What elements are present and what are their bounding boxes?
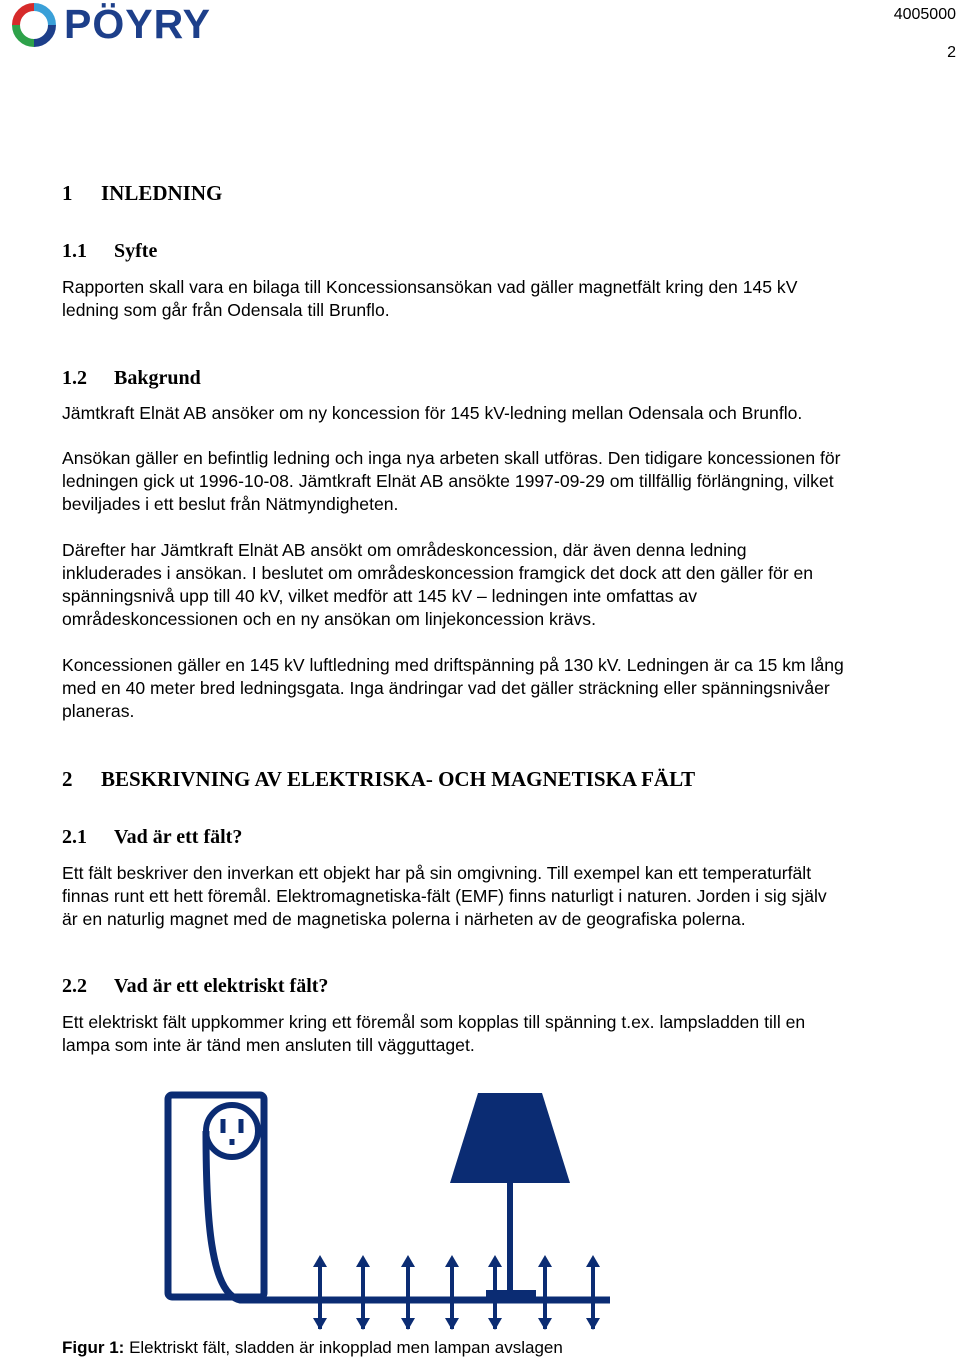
text-line: lampa som inte är tänd men ansluten till vägguttaget. [62, 1035, 475, 1055]
text-line: är en naturlig magnet med de magnetiska polerna i närheten av de geografiska polerna. [62, 909, 746, 929]
paragraph-bakgrund-3 [62, 539, 960, 631]
heading-bakgrund [62, 367, 201, 390]
text-line: spänningsnivå upp till 40 kV, vilket medför att 145 kV – ledningen inte omfattas av [62, 586, 698, 606]
section-title: Syfte [114, 240, 158, 262]
paragraph-elfalt [62, 1011, 960, 1057]
section-number: 2.2 [62, 975, 87, 997]
text-line: Ett elektriskt fält uppkommer kring ett föremål som kopplas till spänning t.ex. lampsladden till en [62, 1012, 806, 1032]
text-line: Ansökan gäller en befintlig ledning och inga nya arbeten skall utföras. Den tidigare koncessionen för [62, 448, 841, 468]
heading-syfte [62, 240, 157, 263]
caption-label: Figur 1: [62, 1338, 125, 1357]
text-line: med en 40 meter bred ledningsgata. Inga ändringar vad det gäller sträckning eller spänningsnivåer [62, 678, 830, 698]
heading-elektriskt-falt [62, 975, 328, 998]
caption-text: Elektriskt fält, sladden är inkopplad men lampan avslagen [124, 1338, 563, 1357]
page-number: 2 [947, 44, 956, 61]
document-number: 4005000 [893, 6, 956, 23]
paragraph-bakgrund-2 [62, 447, 960, 516]
section-title: Vad är ett fält? [114, 826, 243, 848]
section-title: Vad är ett elektriskt fält? [114, 975, 329, 997]
paragraph-falt [62, 862, 960, 931]
section-number: 2.1 [62, 826, 87, 848]
section-number: 1.2 [62, 367, 87, 389]
text-line: Ett fält beskriver den inverkan ett objekt har på sin omgivning. Till exempel kan ett temperaturfält [62, 863, 812, 883]
heading-vad-ar-ett-falt [62, 826, 242, 849]
poyry-logo-icon [6, 2, 62, 48]
text-line: finnas runt ett hett föremål. Elektromagnetiska-fält (EMF) finns naturligt i naturen. Jorden i sig själv [62, 886, 827, 906]
text-line: ledning som går från Odensala till Brunflo. [62, 300, 390, 320]
paragraph-syfte [62, 276, 960, 322]
text-line: ledningen gick ut 1996-10-08. Jämtkraft Elnät AB ansökte 1997-09-29 om tillfällig förlängning, vilket [62, 471, 834, 491]
lamp-base [486, 1290, 536, 1300]
section-title: Bakgrund [114, 367, 201, 389]
section-title: INLEDNING [101, 181, 223, 205]
socket-circle [206, 1105, 258, 1157]
text-line: områdeskoncessionen och en ny ansökan om linjekoncession krävs. [62, 609, 596, 629]
figure-caption [62, 1338, 563, 1358]
paragraph-bakgrund-1 [62, 402, 960, 425]
section-number: 2 [62, 767, 73, 791]
text-line: Jämtkraft Elnät AB ansöker om ny koncession för 145 kV-ledning mellan Odensala och Brunflo. [62, 403, 803, 423]
text-line: Koncessionen gäller en 145 kV luftledning med driftspänning på 130 kV. Ledningen är ca 15 km lång [62, 655, 844, 675]
section-title: BESKRIVNING AV ELEKTRISKA- OCH MAGNETISKA FÄLT [101, 767, 696, 791]
text-line: planeras. [62, 701, 135, 721]
text-line: Därefter har Jämtkraft Elnät AB ansökt om områdeskoncession, där även denna ledning [62, 540, 747, 560]
text-line: Rapporten skall vara en bilaga till Koncessionsansökan vad gäller magnetfält kring den 145 kV [62, 277, 798, 297]
heading-beskrivning [62, 767, 695, 792]
text-line: beviljades i ett beslut från Nätmyndigheten. [62, 494, 399, 514]
paragraph-bakgrund-4 [62, 654, 960, 723]
section-number: 1 [62, 181, 73, 205]
logo-wordmark: PÖYRY [64, 1, 212, 47]
figure-electric-field [160, 1085, 620, 1330]
section-number: 1.1 [62, 240, 87, 262]
lamp-shade [450, 1093, 570, 1183]
figure-illustration [160, 1085, 620, 1330]
text-line: inkluderades i ansökan. I beslutet om områdeskoncession framgick det dock att den gäller för en [62, 563, 814, 583]
heading-inledning [62, 181, 222, 206]
